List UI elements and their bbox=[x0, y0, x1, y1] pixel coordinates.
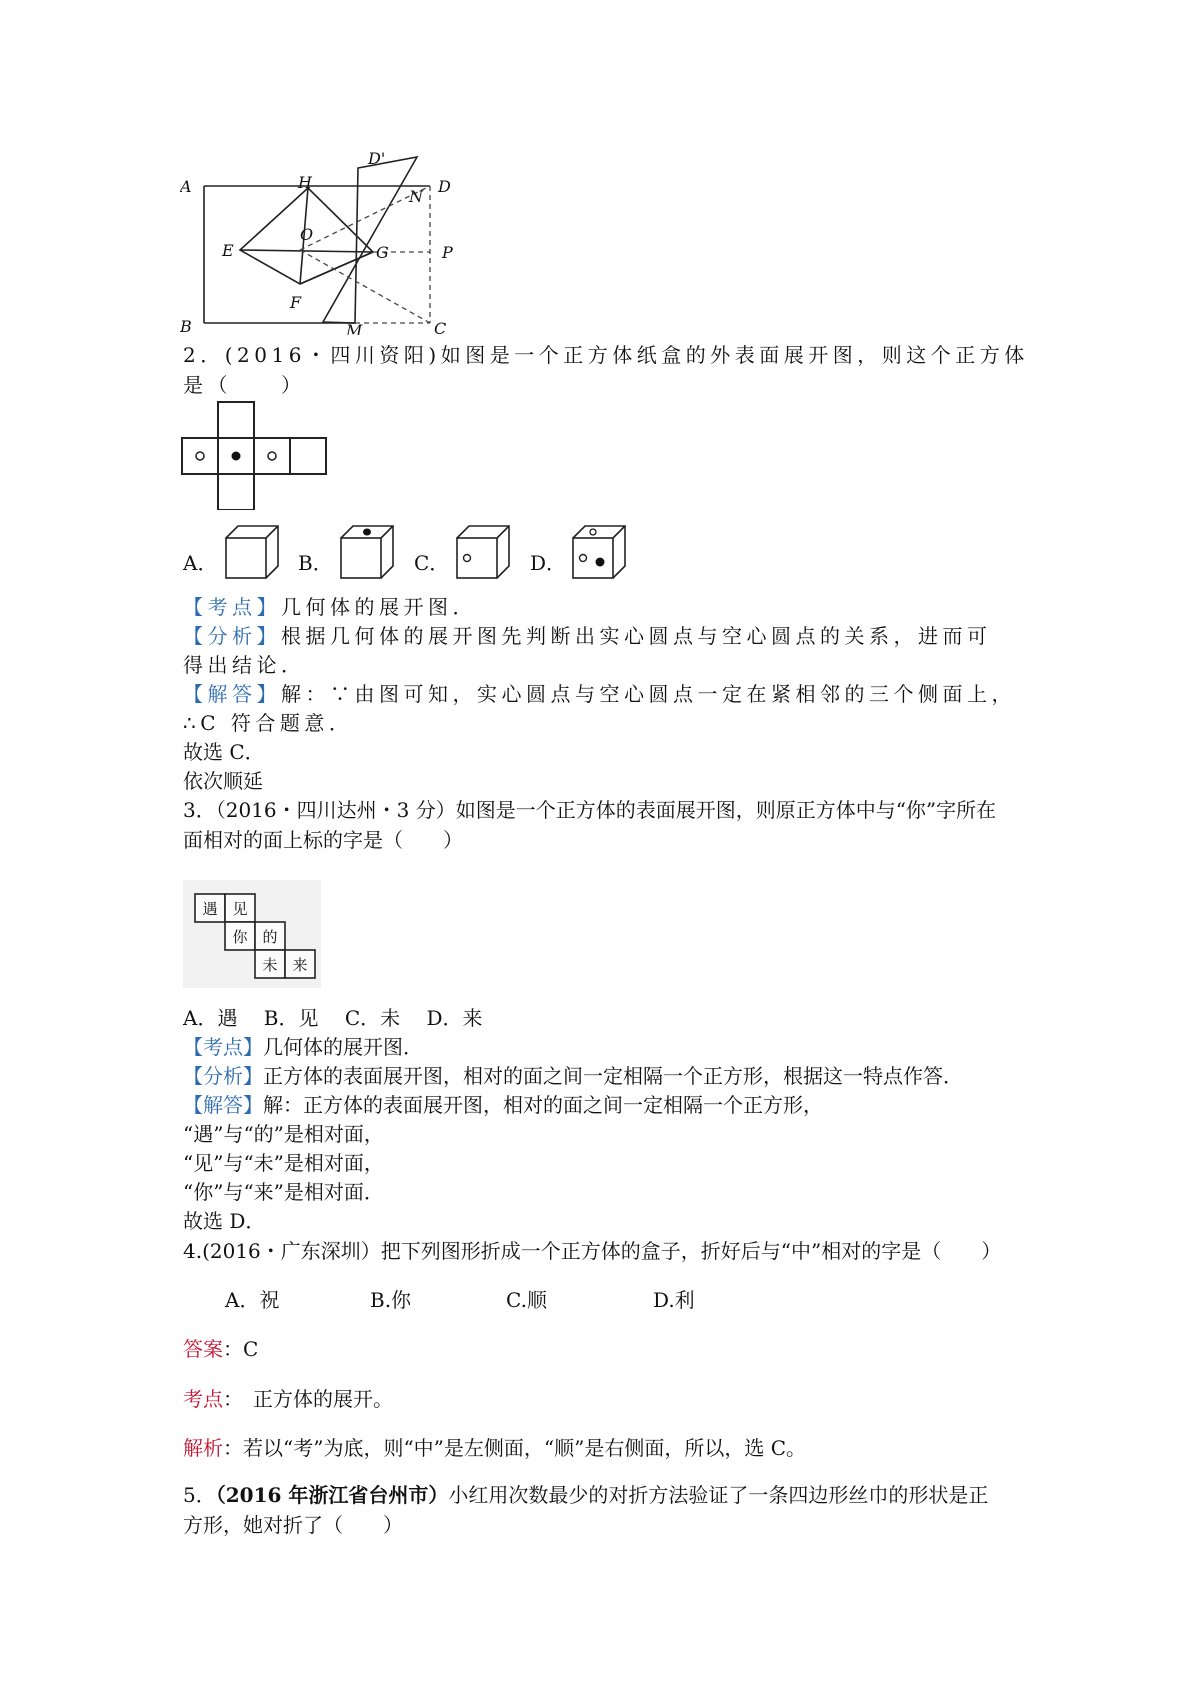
q2-option-c-label: C． bbox=[414, 551, 450, 575]
hollow-dot bbox=[580, 555, 587, 562]
label-H: H bbox=[298, 173, 312, 192]
hollow-dot bbox=[464, 555, 471, 562]
q3-question-line2: 面相对的面上标的字是（ ） bbox=[183, 828, 463, 852]
dashed-line-OC bbox=[300, 250, 430, 323]
fenxi-tag: 【分析】 bbox=[183, 624, 281, 648]
q2-fenxi-line1 bbox=[183, 622, 992, 650]
label-E: E bbox=[222, 241, 234, 260]
solid-dot bbox=[363, 529, 371, 536]
label-D-prime: D' bbox=[368, 150, 386, 168]
q2-question-line1: 2．(2016・四川资阳)如图是一个正方体纸盒的外表面展开图，则这个正方体 bbox=[183, 343, 1029, 367]
label-C: C bbox=[434, 319, 447, 335]
hollow-dot bbox=[196, 452, 204, 460]
kaodian-tag: 【考点】 bbox=[183, 1035, 263, 1059]
q4-option-b: B.你 bbox=[370, 1288, 412, 1312]
answer-text: ：C bbox=[223, 1337, 259, 1361]
q3-options: A．遇 B．见 C．未 D．来 bbox=[183, 1006, 483, 1030]
cube-net-dots-figure bbox=[180, 398, 335, 510]
net-char-jian: 见 bbox=[232, 900, 248, 918]
label-M: M bbox=[346, 321, 363, 335]
q2-question-line2: 是（ ） bbox=[183, 373, 306, 397]
cube-option-c bbox=[453, 522, 515, 584]
q3-pair1: “遇”与“的”是相对面， bbox=[183, 1122, 384, 1146]
q2-jieda-line2: ∴C 符合题意． bbox=[183, 711, 354, 735]
label-F: F bbox=[290, 293, 302, 312]
fenxi-text: 根据几何体的展开图先判断出实心圆点与空心圆点的关系，进而可 bbox=[281, 624, 992, 648]
kaodian-tag: 【考点】 bbox=[183, 595, 281, 619]
q2-kaodian bbox=[183, 593, 477, 621]
q4-option-a: A．祝 bbox=[225, 1288, 280, 1312]
q4-answer bbox=[183, 1335, 258, 1363]
net-char-yu: 遇 bbox=[202, 900, 218, 918]
q2-conclusion: 故选 C． bbox=[183, 740, 265, 764]
cube-option-d bbox=[569, 522, 631, 584]
q3-fenxi bbox=[183, 1062, 963, 1090]
kaodian-text: ： 正方体的展开。 bbox=[223, 1387, 393, 1411]
cube-option-b bbox=[337, 522, 399, 584]
label-A: A bbox=[180, 177, 192, 196]
q2-option-d-label: D． bbox=[530, 551, 567, 575]
jiexi-text: ：若以“考”为底，则“中”是左侧面，“顺”是右侧面，所以，选 C。 bbox=[223, 1436, 807, 1460]
solid-dot bbox=[596, 558, 605, 567]
folded-quadrilateral bbox=[323, 157, 417, 323]
q5-question-line2: 方形，她对折了（ ） bbox=[183, 1513, 403, 1537]
net-char-ni: 你 bbox=[232, 928, 248, 946]
q5-source: （2016 年浙江省台州市） bbox=[215, 1483, 449, 1507]
q5-question-text: 小红用次数最少的对折方法验证了一条四边形丝巾的形状是正 bbox=[448, 1483, 989, 1507]
fenxi-tag: 【分析】 bbox=[183, 1064, 263, 1088]
folding-geometry-figure bbox=[180, 150, 460, 335]
jiexi-label: 解析 bbox=[183, 1436, 223, 1460]
q3-question-line1: 3．（2016・四川达州・3 分）如图是一个正方体的表面展开图，则原正方体中与“你”字所在 bbox=[183, 798, 997, 822]
fenxi-text: 正方体的表面展开图，相对的面之间一定相隔一个正方形，根据这一特点作答． bbox=[263, 1064, 963, 1088]
label-D: D bbox=[438, 177, 451, 196]
label-B: B bbox=[180, 317, 192, 335]
label-P: P bbox=[442, 243, 453, 262]
label-O: O bbox=[300, 225, 314, 244]
q4-option-c: C.顺 bbox=[506, 1288, 547, 1312]
jieda-text: 解：正方体的表面展开图，相对的面之间一定相隔一个正方形， bbox=[263, 1093, 823, 1117]
label-N: N bbox=[409, 187, 423, 206]
q2-extra-note: 依次顺延 bbox=[183, 769, 263, 793]
kaodian-text: 几何体的展开图． bbox=[281, 595, 477, 619]
q2-fenxi-line2: 得出结论． bbox=[183, 653, 306, 677]
solid-dot bbox=[232, 452, 241, 461]
hollow-dot bbox=[268, 452, 276, 460]
kaodian-text: 几何体的展开图． bbox=[263, 1035, 423, 1059]
q3-jieda bbox=[183, 1091, 823, 1119]
jieda-tag: 【解答】 bbox=[183, 682, 281, 706]
q4-question: 4.(2016・广东深圳）把下列图形折成一个正方体的盒子，折好后与“中”相对的字是（ ） bbox=[183, 1239, 1002, 1263]
q4-kaodian bbox=[183, 1385, 393, 1413]
kaodian-label: 考点 bbox=[183, 1387, 223, 1411]
q2-option-a-label: A． bbox=[183, 551, 218, 575]
answer-label: 答案 bbox=[183, 1337, 223, 1361]
jieda-tag: 【解答】 bbox=[183, 1093, 263, 1117]
q3-kaodian bbox=[183, 1033, 423, 1061]
q4-option-d: D.利 bbox=[653, 1288, 695, 1312]
cube-net-characters-figure bbox=[183, 880, 321, 988]
net-char-wei: 未 bbox=[262, 956, 278, 974]
hollow-dot bbox=[590, 529, 596, 535]
q4-jiexi bbox=[183, 1434, 806, 1462]
net-char-de: 的 bbox=[262, 928, 278, 946]
q5-number: 5． bbox=[183, 1483, 216, 1507]
q2-jieda-line1 bbox=[183, 680, 1016, 708]
q2-option-b-label: B． bbox=[298, 551, 333, 575]
net-char-lai: 来 bbox=[292, 956, 308, 974]
line-EG bbox=[240, 250, 373, 252]
label-G: G bbox=[376, 243, 389, 262]
q3-pair3: “你”与“来”是相对面． bbox=[183, 1180, 384, 1204]
q5-question-line1 bbox=[183, 1481, 988, 1509]
cube-option-a bbox=[222, 522, 284, 584]
q3-pair2: “见”与“未”是相对面， bbox=[183, 1151, 384, 1175]
q3-conclusion: 故选 D． bbox=[183, 1209, 266, 1233]
jieda-text: 解：∵由图可知，实心圆点与空心圆点一定在紧相邻的三个侧面上， bbox=[281, 682, 1016, 706]
